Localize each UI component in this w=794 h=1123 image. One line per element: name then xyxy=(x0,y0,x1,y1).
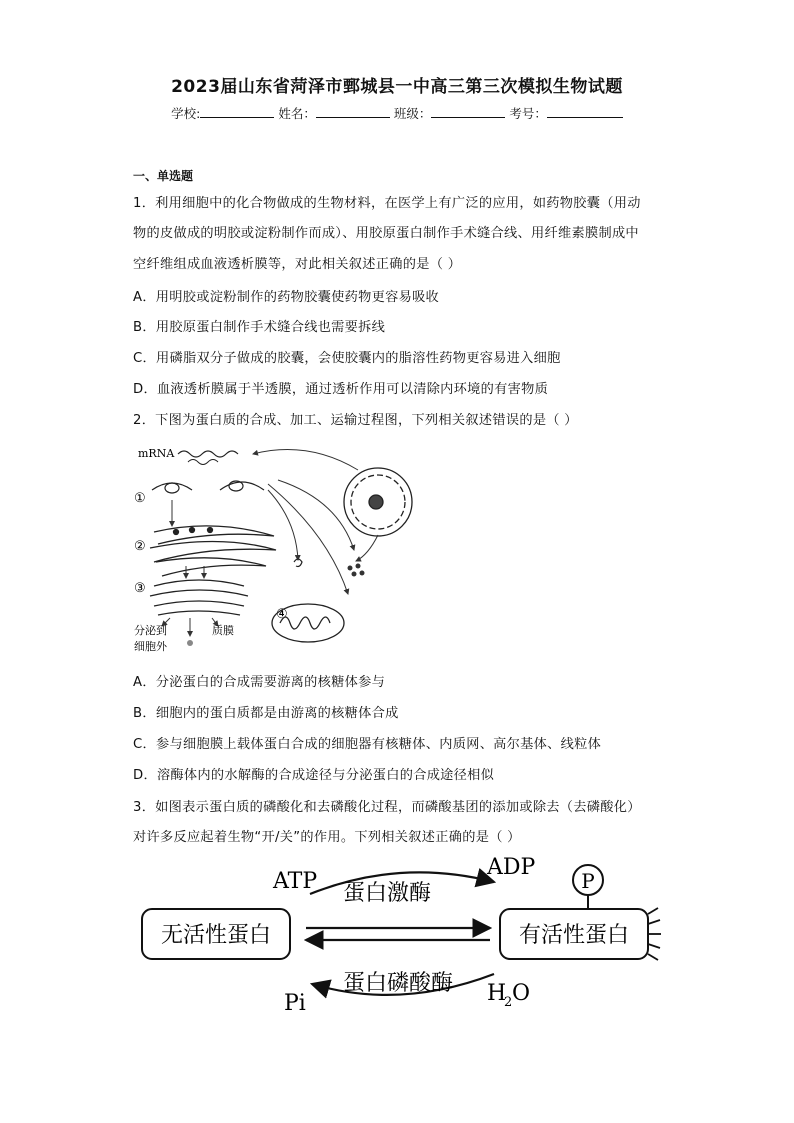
protein-particles xyxy=(348,564,365,577)
q1-stem-line: 物的皮做成的明胶或淀粉制作而成）、用胶原蛋白制作手术缝合线、用纤维素膜制成中 xyxy=(133,226,639,241)
school-blank[interactable] xyxy=(200,105,274,118)
q2-option-a: A．分泌蛋白的合成需要游离的核糖体参与 xyxy=(133,675,386,690)
kinase-label: 蛋白激酶 xyxy=(343,881,432,906)
free-ribosome-group xyxy=(152,481,264,493)
endoplasmic-reticulum xyxy=(150,526,276,576)
q2-option-b: B．细胞内的蛋白质都是由游离的核糖体合成 xyxy=(133,706,399,721)
pi-label: Pi xyxy=(284,991,306,1016)
arrow-nucleus-out xyxy=(356,535,378,561)
section-heading: 一、单选题 xyxy=(133,169,194,183)
q1-option-a: A．用明胶或淀粉制作的药物胶囊使药物更容易吸收 xyxy=(133,290,440,305)
name-label: 姓名： xyxy=(278,106,316,121)
water-subscript: 2 xyxy=(504,995,513,1010)
q1-option-b: B．用胶原蛋白制作手术缝合线也需要拆线 xyxy=(133,320,386,335)
arrow-to-mitochondria xyxy=(268,484,348,594)
phosphatase-label: 蛋白磷酸酶 xyxy=(343,971,454,996)
q2-option-c: C．参与细胞膜上载体蛋白合成的细胞器有核糖体、内质网、高尔基体、线粒体 xyxy=(133,737,602,752)
q2-option-d: D．溶酶体内的水解酶的合成途径与分泌蛋白的合成途径相似 xyxy=(133,768,495,783)
active-site-ticks xyxy=(648,908,661,960)
q1-stem-line: 空纤维组成血液透析膜等，对此相关叙述正确的是（ ） xyxy=(133,257,462,272)
atp-label: ATP xyxy=(273,869,318,894)
exam-no-blank[interactable] xyxy=(547,105,623,118)
cytosolic-protein xyxy=(294,559,302,567)
arrow-to-nucleus-proteins xyxy=(278,480,354,550)
label-1: ① xyxy=(134,491,146,506)
water-o: O xyxy=(512,981,531,1006)
phosphate-label: P xyxy=(581,869,595,893)
membrane-label: 质膜 xyxy=(212,624,234,637)
q3-stem-line: 对许多反应起着生物“开/关”的作用。下列相关叙述正确的是（ ） xyxy=(133,830,521,845)
class-label: 班级： xyxy=(393,106,432,121)
q2-stem: 2．下图为蛋白质的合成、加工、运输过程图，下列相关叙述错误的是（ ） xyxy=(133,413,578,428)
q1-stem-line: 1．利用细胞中的化合物做成的生物材料，在医学上有广泛的应用，如药物胶囊（用动 xyxy=(133,196,641,211)
vesicle xyxy=(187,640,193,646)
nucleus xyxy=(344,468,412,536)
active-protein-label: 有活性蛋白 xyxy=(518,923,630,948)
water-label xyxy=(487,981,530,1010)
mrna-strand xyxy=(178,451,238,457)
exam-no-label: 考号： xyxy=(509,106,547,121)
school-label: 学校: xyxy=(171,106,201,121)
class-blank[interactable] xyxy=(431,105,505,118)
adp-label: ADP xyxy=(487,855,536,880)
phosphorylation-figure xyxy=(130,850,670,1020)
inactive-protein-label: 无活性蛋白 xyxy=(160,923,272,948)
mitochondrion xyxy=(272,604,344,642)
secrete-label-2: 细胞外 xyxy=(134,640,167,653)
secretion-arrows xyxy=(162,618,218,636)
q1-option-c: C．用磷脂双分子做成的胶囊，会使胶囊内的脂溶性药物更容易进入细胞 xyxy=(133,351,561,366)
protein-transport-figure xyxy=(128,440,418,655)
arrow-from-nucleus xyxy=(253,450,358,470)
label-2: ② xyxy=(134,539,146,554)
golgi-apparatus xyxy=(150,580,248,615)
label-4: ④ xyxy=(276,607,288,622)
student-info xyxy=(0,104,794,122)
label-3: ③ xyxy=(134,581,146,596)
name-blank[interactable] xyxy=(316,105,390,118)
mrna-label: mRNA xyxy=(138,447,175,460)
q1-option-d: D．血液透析膜属于半透膜，通过透析作用可以清除内环境的有害物质 xyxy=(133,382,549,397)
water-h: H xyxy=(487,981,507,1006)
q3-stem-line: 3．如图表示蛋白质的磷酸化和去磷酸化过程，而磷酸基团的添加或除去（去磷酸化） xyxy=(133,800,641,815)
mrna-strand-2 xyxy=(188,460,218,465)
page-title: 2023届山东省菏泽市鄄城县一中高三第三次模拟生物试题 xyxy=(171,77,623,97)
secrete-label-1: 分泌到 xyxy=(134,624,167,637)
